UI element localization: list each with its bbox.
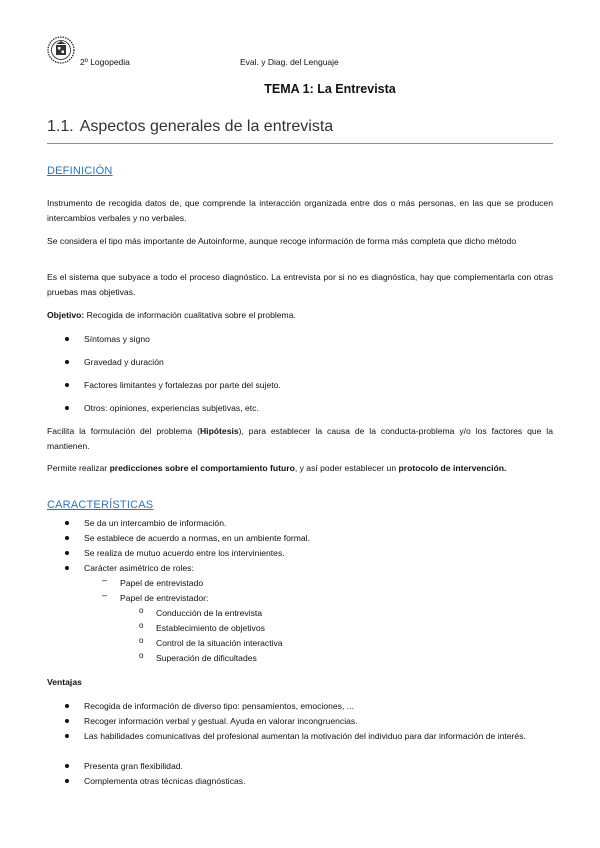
bullet-icon (65, 521, 69, 525)
bullet-icon (65, 360, 69, 364)
bullet-icon (65, 764, 69, 768)
list-item: Se da un intercambio de información. (84, 518, 227, 528)
list-item: Se realiza de mutuo acuerdo entre los intervinientes. (84, 548, 285, 558)
circle-bullet-icon: o (139, 636, 144, 645)
predicciones-term: predicciones sobre el comportamiento futuro (109, 463, 295, 473)
bullet-icon (65, 779, 69, 783)
definicion-paragraph-1: Instrumento de recogida datos de, que comprende la interacción organizada entre dos o más personas, en las que se producen intercambios verbales y no verbales. (47, 198, 553, 223)
caracteristicas-heading: CARACTERÍSTICAS (47, 499, 154, 511)
list-item: Recogida de información de diverso tipo: pensamientos, emociones, ... (84, 701, 354, 711)
list-item: Papel de entrevistador: (120, 593, 209, 603)
bullet-icon (65, 704, 69, 708)
dash-bullet-icon: – (102, 575, 108, 585)
p5-text-a: Permite realizar (47, 463, 110, 473)
list-item: Gravedad y duración (84, 357, 164, 367)
objetivo-label: Objetivo: (47, 310, 85, 320)
objetivo-text: Recogida de información cualitativa sobre el problema. (84, 310, 296, 320)
circle-bullet-icon: o (139, 606, 144, 615)
hipotesis-term: Hipótesis (199, 426, 239, 436)
bullet-icon (65, 337, 69, 341)
list-item: Control de la situación interactiva (156, 638, 283, 648)
header-course: 2º Logopedia (80, 57, 130, 67)
circle-bullet-icon: o (139, 621, 144, 630)
list-item: Superación de dificultades (156, 653, 257, 663)
bullet-icon (65, 383, 69, 387)
definicion-heading: DEFINICIÓN (47, 165, 113, 177)
dash-bullet-icon: – (102, 590, 108, 600)
objetivo-line (47, 308, 553, 323)
definicion-paragraph-2: Se considera el tipo más importante de Autoinforme, aunque recoge información de forma más completa que dicho método (47, 236, 517, 246)
list-item: Las habilidades comunicativas del profesional aumentan la motivación del individuo para dar información de interés. (84, 731, 526, 741)
list-item: Establecimiento de objetivos (156, 623, 265, 633)
section-divider (47, 143, 553, 144)
list-item: Presenta gran flexibilidad. (84, 761, 183, 771)
bullet-icon (65, 734, 69, 738)
university-seal-icon (47, 36, 75, 64)
ventajas-heading: Ventajas (47, 677, 82, 687)
list-item: Se establece de acuerdo a normas, en un ambiente formal. (84, 533, 310, 543)
p4-text-c: ), para establecer la causa de la conducta-problema y/o los factores que la mantienen. (47, 426, 553, 451)
p4-text-a: Facilita la formulación del problema ( (47, 426, 200, 436)
list-item: Recoger información verbal y gestual. Ayuda en valorar incongruencias. (84, 716, 358, 726)
header-subject: Eval. y Diag. del Lenguaje (240, 57, 339, 67)
p5-text-c: , y así poder establecer un (294, 463, 399, 473)
bullet-icon (65, 566, 69, 570)
protocolo-term: protocolo de intervención. (398, 463, 507, 473)
definicion-paragraph-4 (47, 424, 553, 454)
list-item: Conducción de la entrevista (156, 608, 263, 618)
list-item: Síntomas y signo (84, 334, 150, 344)
section-heading (47, 118, 333, 136)
definicion-paragraph-3: Es el sistema que subyace a todo el proceso diagnóstico. La entrevista por si no es diagnóstica, hay que complementarla con otras pruebas mas objetivas. (47, 272, 553, 297)
bullet-icon (65, 551, 69, 555)
bullet-icon (65, 719, 69, 723)
section-title: Aspectos generales de la entrevista (79, 118, 334, 135)
list-item: Factores limitantes y fortalezas por parte del sujeto. (84, 380, 281, 390)
bullet-icon (65, 406, 69, 410)
list-item: Otros: opiniones, experiencias subjetivas, etc. (84, 403, 259, 413)
circle-bullet-icon: o (139, 651, 144, 660)
page-title: TEMA 1: La Entrevista (264, 82, 396, 96)
list-item: Carácter asimétrico de roles: (84, 563, 194, 573)
bullet-icon (65, 536, 69, 540)
definicion-paragraph-5 (47, 461, 553, 476)
list-item: Papel de entrevistado (120, 578, 204, 588)
section-number: 1.1. (47, 118, 74, 135)
list-item: Complementa otras técnicas diagnósticas. (84, 776, 246, 786)
